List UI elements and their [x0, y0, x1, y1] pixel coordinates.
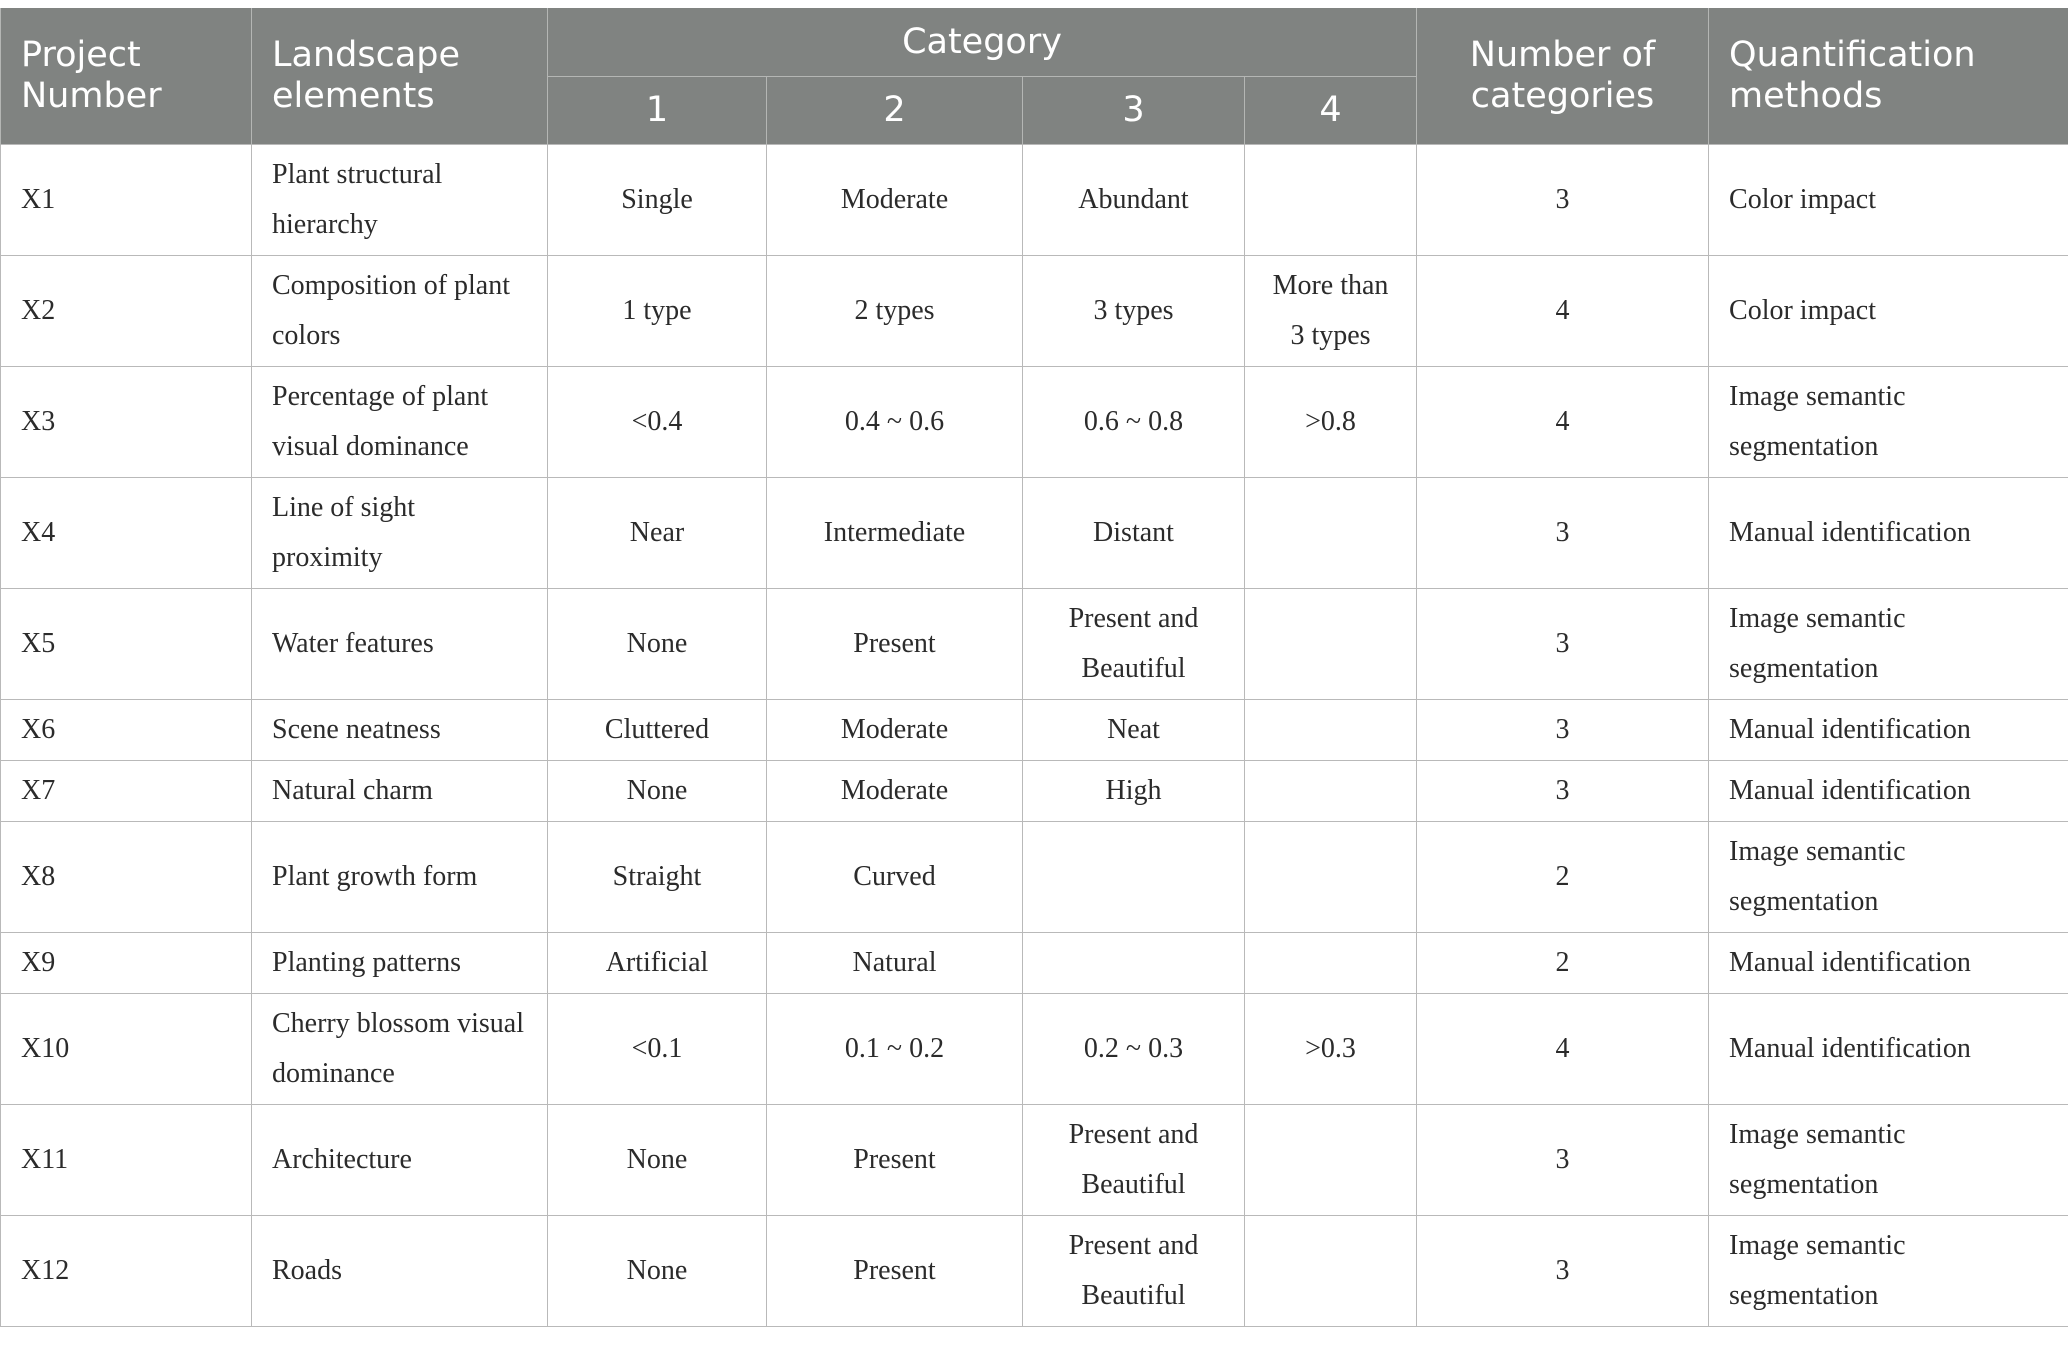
cell-number-of-categories: 4	[1417, 256, 1709, 367]
cell-category-4	[1245, 700, 1417, 761]
cell-project-number: X7	[1, 761, 252, 822]
table-row	[1, 933, 2068, 994]
cell-number-of-categories: 3	[1417, 145, 1709, 256]
cell-category-3: 3 types	[1023, 256, 1245, 367]
cell-category-2: Intermediate	[767, 478, 1023, 589]
cell-project-number: X10	[1, 994, 252, 1105]
cell-category-3	[1023, 822, 1245, 933]
cell-category-4	[1245, 1105, 1417, 1216]
cell-quantification-method: Manual identification	[1709, 761, 2068, 822]
cell-category-4: >0.3	[1245, 994, 1417, 1105]
cell-category-1: None	[548, 589, 767, 700]
cell-quantification-method: Image semantic segmentation	[1709, 822, 2068, 933]
cell-category-4	[1245, 145, 1417, 256]
cell-category-2: 2 types	[767, 256, 1023, 367]
cell-number-of-categories: 3	[1417, 1105, 1709, 1216]
cell-landscape-element: Cherry blossom visual dominance	[252, 994, 548, 1105]
cell-category-2: Moderate	[767, 145, 1023, 256]
table-row	[1, 1216, 2068, 1327]
table-body	[1, 145, 2068, 1327]
cell-project-number: X12	[1, 1216, 252, 1327]
table-row	[1, 478, 2068, 589]
cell-category-4	[1245, 589, 1417, 700]
header-category-4: 4	[1245, 77, 1417, 145]
cell-quantification-method: Manual identification	[1709, 700, 2068, 761]
cell-category-1: Artificial	[548, 933, 767, 994]
header-row-top	[1, 8, 2068, 77]
header-category: Category	[548, 8, 1417, 77]
header-number-of-categories: Number of categories	[1417, 8, 1709, 145]
cell-number-of-categories: 2	[1417, 822, 1709, 933]
table-row	[1, 589, 2068, 700]
cell-landscape-element: Architecture	[252, 1105, 548, 1216]
landscape-elements-table	[0, 8, 2068, 1327]
cell-quantification-method: Manual identification	[1709, 933, 2068, 994]
cell-number-of-categories: 3	[1417, 761, 1709, 822]
header-category-3: 3	[1023, 77, 1245, 145]
table-row	[1, 994, 2068, 1105]
cell-category-2: Present	[767, 1105, 1023, 1216]
cell-project-number: X5	[1, 589, 252, 700]
cell-number-of-categories: 3	[1417, 1216, 1709, 1327]
cell-landscape-element: Roads	[252, 1216, 548, 1327]
cell-category-1: <0.1	[548, 994, 767, 1105]
cell-landscape-element: Water features	[252, 589, 548, 700]
cell-landscape-element: Plant structural hierarchy	[252, 145, 548, 256]
cell-quantification-method: Color impact	[1709, 256, 2068, 367]
cell-category-4	[1245, 822, 1417, 933]
cell-category-1: <0.4	[548, 367, 767, 478]
cell-quantification-method: Manual identification	[1709, 994, 2068, 1105]
cell-number-of-categories: 2	[1417, 933, 1709, 994]
cell-category-1: Near	[548, 478, 767, 589]
cell-category-3: 0.6 ~ 0.8	[1023, 367, 1245, 478]
cell-landscape-element: Scene neatness	[252, 700, 548, 761]
header-category-2: 2	[767, 77, 1023, 145]
cell-project-number: X11	[1, 1105, 252, 1216]
table-row	[1, 145, 2068, 256]
cell-landscape-element: Natural charm	[252, 761, 548, 822]
cell-category-3: High	[1023, 761, 1245, 822]
cell-quantification-method: Manual identification	[1709, 478, 2068, 589]
cell-project-number: X4	[1, 478, 252, 589]
cell-project-number: X8	[1, 822, 252, 933]
cell-quantification-method: Image semantic segmentation	[1709, 1216, 2068, 1327]
cell-category-2: Moderate	[767, 761, 1023, 822]
cell-number-of-categories: 3	[1417, 589, 1709, 700]
header-quantification-methods: Quantification methods	[1709, 8, 2068, 145]
cell-category-4: More than 3 types	[1245, 256, 1417, 367]
cell-category-1: None	[548, 1216, 767, 1327]
cell-landscape-element: Planting patterns	[252, 933, 548, 994]
cell-landscape-element: Percentage of plant visual dominance	[252, 367, 548, 478]
cell-category-3: Abundant	[1023, 145, 1245, 256]
cell-category-1: 1 type	[548, 256, 767, 367]
cell-category-1: Straight	[548, 822, 767, 933]
table-row	[1, 256, 2068, 367]
cell-project-number: X2	[1, 256, 252, 367]
cell-category-1: None	[548, 761, 767, 822]
cell-category-4	[1245, 933, 1417, 994]
cell-project-number: X9	[1, 933, 252, 994]
cell-category-3: Present and Beautiful	[1023, 1105, 1245, 1216]
table-row	[1, 367, 2068, 478]
cell-category-2: Present	[767, 1216, 1023, 1327]
cell-category-4	[1245, 1216, 1417, 1327]
cell-quantification-method: Color impact	[1709, 145, 2068, 256]
cell-landscape-element: Composition of plant colors	[252, 256, 548, 367]
cell-number-of-categories: 4	[1417, 367, 1709, 478]
cell-category-3: Neat	[1023, 700, 1245, 761]
cell-category-3	[1023, 933, 1245, 994]
table-header	[1, 8, 2068, 145]
cell-project-number: X6	[1, 700, 252, 761]
cell-category-1: None	[548, 1105, 767, 1216]
header-project-number: Project Number	[1, 8, 252, 145]
cell-category-2: 0.4 ~ 0.6	[767, 367, 1023, 478]
cell-project-number: X3	[1, 367, 252, 478]
cell-landscape-element: Plant growth form	[252, 822, 548, 933]
cell-number-of-categories: 4	[1417, 994, 1709, 1105]
cell-category-3: 0.2 ~ 0.3	[1023, 994, 1245, 1105]
cell-category-2: 0.1 ~ 0.2	[767, 994, 1023, 1105]
cell-number-of-categories: 3	[1417, 700, 1709, 761]
cell-category-1: Single	[548, 145, 767, 256]
table-row	[1, 822, 2068, 933]
cell-category-2: Moderate	[767, 700, 1023, 761]
table-row	[1, 761, 2068, 822]
cell-category-2: Curved	[767, 822, 1023, 933]
cell-quantification-method: Image semantic segmentation	[1709, 1105, 2068, 1216]
cell-project-number: X1	[1, 145, 252, 256]
cell-quantification-method: Image semantic segmentation	[1709, 589, 2068, 700]
cell-landscape-element: Line of sight proximity	[252, 478, 548, 589]
cell-category-4: >0.8	[1245, 367, 1417, 478]
table-row	[1, 1105, 2068, 1216]
cell-number-of-categories: 3	[1417, 478, 1709, 589]
header-category-1: 1	[548, 77, 767, 145]
cell-category-2: Present	[767, 589, 1023, 700]
cell-category-3: Present and Beautiful	[1023, 589, 1245, 700]
cell-category-2: Natural	[767, 933, 1023, 994]
cell-category-4	[1245, 478, 1417, 589]
cell-category-1: Cluttered	[548, 700, 767, 761]
cell-quantification-method: Image semantic segmentation	[1709, 367, 2068, 478]
cell-category-3: Present and Beautiful	[1023, 1216, 1245, 1327]
table-row	[1, 700, 2068, 761]
cell-category-4	[1245, 761, 1417, 822]
header-landscape-elements: Landscape elements	[252, 8, 548, 145]
cell-category-3: Distant	[1023, 478, 1245, 589]
